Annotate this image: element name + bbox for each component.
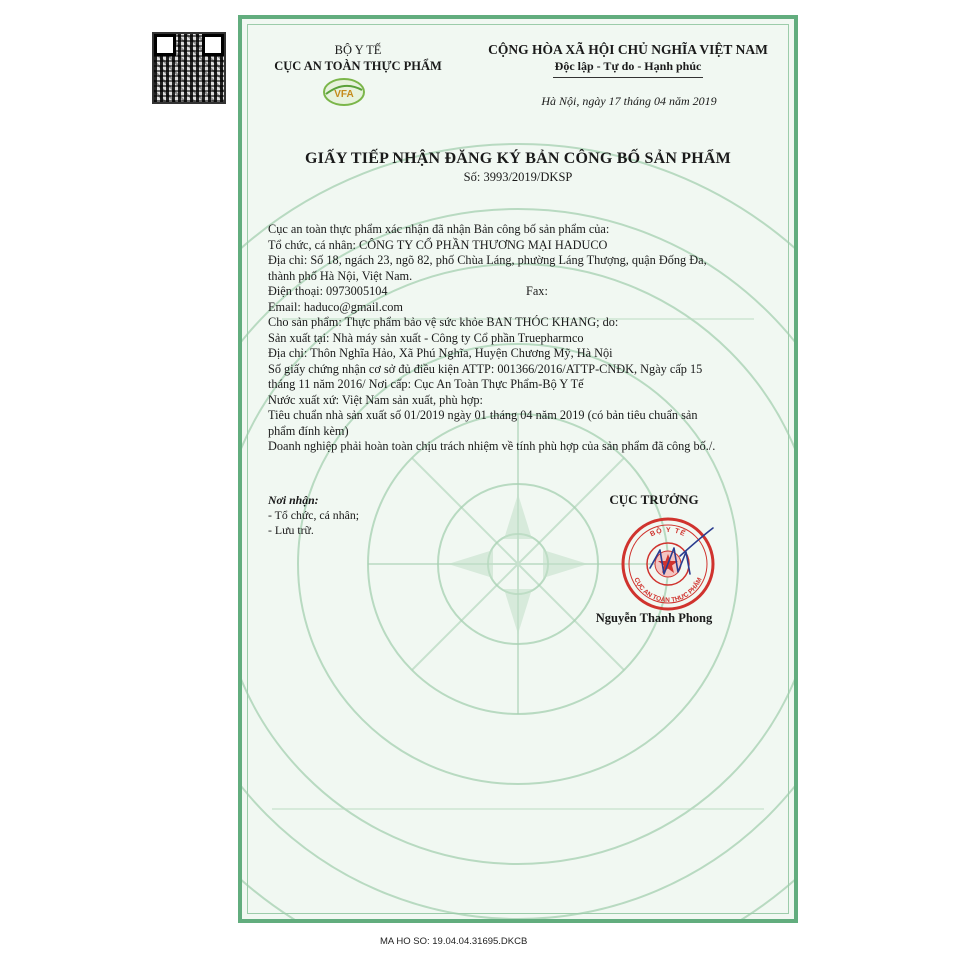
product-line: Cho sản phẩm: Thực phẩm bảo vệ sức khỏe BAN THÓC KHANG; do:	[268, 315, 619, 329]
handwritten-signature	[650, 528, 713, 574]
recipient-item: - Tổ chức, cá nhân;	[268, 508, 360, 522]
motto-underline	[553, 77, 703, 78]
fax-text: Fax:	[526, 284, 548, 298]
address-line-1: Địa chỉ: Số 18, ngách 23, ngõ 82, phố Chùa Láng, phường Láng Thượng, quận Đống Đa,	[268, 253, 707, 267]
email-line: Email: haduco@gmail.com	[268, 299, 403, 314]
svg-text:CỤC AN TOÀN THỰC PHẨM: CỤC AN TOÀN THỰC PHẨM	[632, 576, 704, 605]
organization-line: Tổ chức, cá nhân: CÔNG TY CỔ PHẦN THƯƠNG MẠI HADUCO	[268, 237, 608, 252]
svg-text:BỘ Y TẾ: BỘ Y TẾ	[649, 526, 687, 539]
agency-name: CỤC AN TOÀN THỰC PHẨM	[274, 59, 442, 73]
factory-address-line: Địa chỉ: Thôn Nghĩa Hảo, Xã Phú Nghĩa, Huyện Chương Mỹ, Hà Nội	[268, 346, 613, 360]
qr-code	[152, 32, 226, 104]
certificate-document	[238, 15, 798, 923]
recipient-item: - Lưu trữ.	[268, 523, 314, 537]
recipients-block	[268, 493, 359, 538]
dossier-code: MA HO SO: 19.04.04.31695.DKCB	[380, 936, 528, 947]
intro-line: Cục an toàn thực phẩm xác nhận đã nhận Bản công bố sản phẩm của:	[268, 222, 610, 236]
certificate-line-2: tháng 11 năm 2016/ Nơi cấp: Cục An Toàn Thực Phẩm-Bộ Y Tế	[268, 377, 584, 391]
certificate-line-1: Số giấy chứng nhận cơ sở đủ điều kiện ATTP: 001366/2016/ATTP-CNĐK, Ngày cấp 15	[268, 361, 703, 376]
recipients-title: Nơi nhận:	[268, 493, 319, 507]
vfa-logo	[322, 76, 366, 108]
svg-text:VFA: VFA	[334, 89, 354, 100]
document-title: GIẤY TIẾP NHẬN ĐĂNG KÝ BẢN CÔNG BỐ SẢN PHẨM	[305, 150, 731, 167]
country-name: CỘNG HÒA XÃ HỘI CHỦ NGHĨA VIỆT NAM	[488, 42, 768, 57]
issuing-agency-header	[242, 42, 474, 74]
official-red-seal	[620, 516, 716, 612]
document-number: Số: 3993/2019/DKSP	[463, 170, 573, 184]
phone-text: Điện thoại: 0973005104	[268, 284, 388, 298]
address-line-2: thành phố Hà Nội, Việt Nam.	[268, 268, 413, 283]
signer-title: CỤC TRƯỞNG	[609, 492, 699, 507]
ministry-name: BỘ Y TẾ	[334, 43, 382, 57]
standard-line-1: Tiêu chuẩn nhà sản xuất số 01/2019 ngày 01 tháng 04 năm 2019 (có bản tiêu chuẩn sản	[268, 408, 698, 422]
manufacturer-line: Sản xuất tại: Nhà máy sản xuất - Công ty Cổ phần Truepharmco	[268, 330, 584, 345]
responsibility-line: Doanh nghiệp phải hoàn toàn chịu trách nhiệm về tính phù hợp của sản phẩm đã công bố./.	[268, 439, 716, 453]
document-body	[268, 222, 788, 455]
national-motto: Độc lập - Tự do - Hạnh phúc	[554, 59, 702, 73]
place-and-date: Hà Nội, ngày 17 tháng 04 năm 2019	[541, 94, 717, 108]
signer-name: Nguyễn Thanh Phong	[595, 611, 713, 625]
phone-fax-line	[268, 284, 788, 300]
national-header	[472, 41, 784, 78]
standard-line-2: phẩm đính kèm)	[268, 423, 349, 438]
origin-line: Nước xuất xứ: Việt Nam sản xuất, phù hợp:	[268, 392, 483, 407]
bronze-drum-background-pattern	[242, 19, 794, 919]
